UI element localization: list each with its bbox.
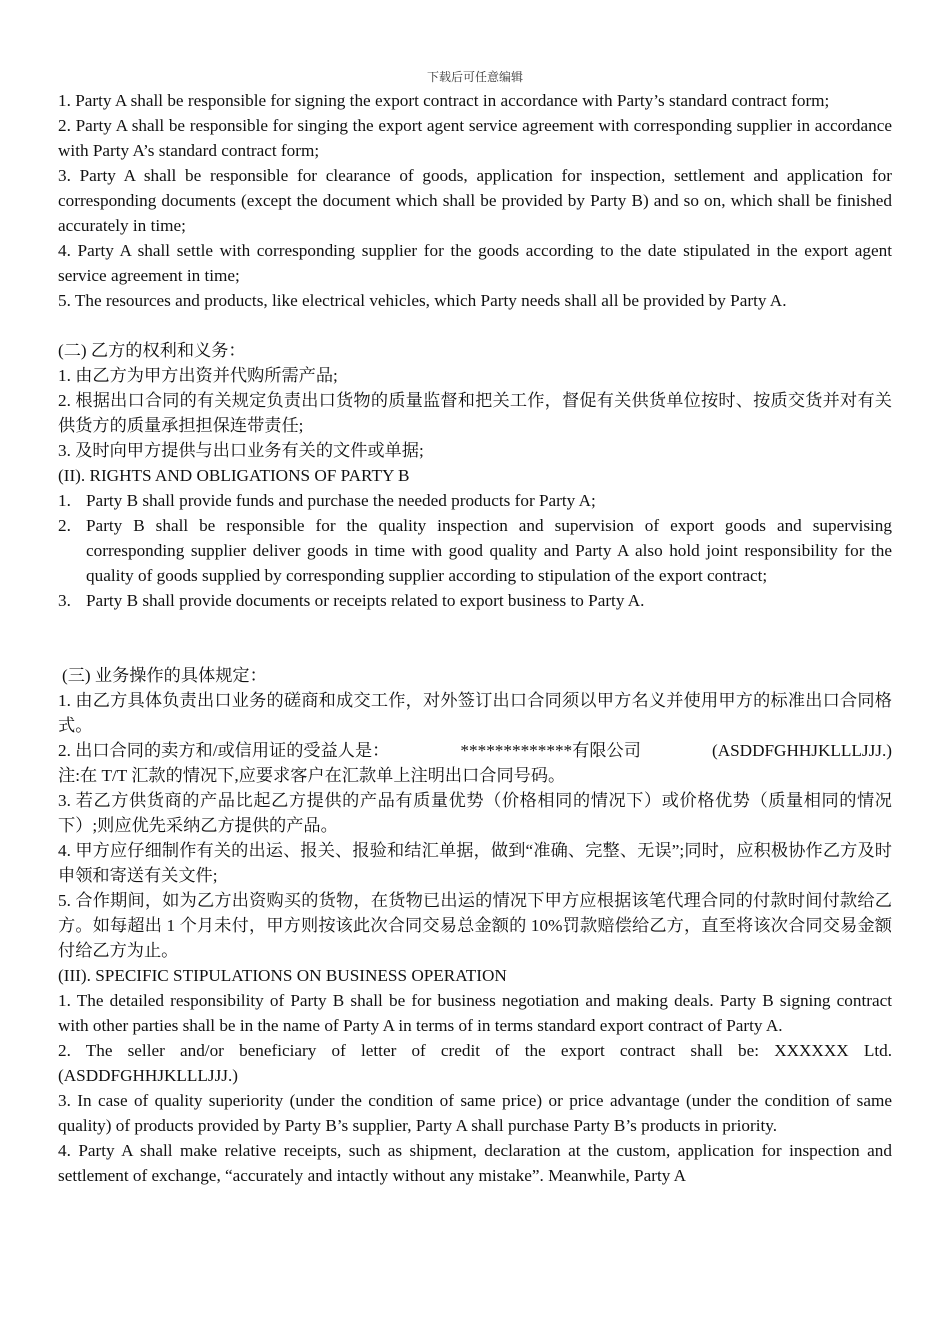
party-a-item: 5. The resources and products, like electrical vehicles, which Party needs shall all be provided by Party A. [58, 291, 787, 310]
seller-label: 2. 出口合同的卖方和/或信用证的受益人是： [58, 741, 390, 760]
page-header: 下载后可任意编辑 [426, 70, 523, 84]
section2-cn-title: (二) 乙方的权利和义务： [58, 341, 246, 360]
list-number: 3. [58, 591, 71, 610]
list-number: 1. [58, 491, 71, 510]
section2-en-item [58, 588, 892, 613]
section3-en-title: (III). SPECIFIC STIPULATIONS ON BUSINESS OPERATION [58, 966, 507, 985]
section2-en-item [58, 513, 892, 588]
section2-cn-item: 2. 根据出口合同的有关规定负责出口货物的质量监督和把关工作，督促有关供货单位按时、按质交货并对有关供货方的质量承担担保连带责任; [58, 391, 892, 435]
section3-en-item: 3. In case of quality superiority (under the condition of same price) or price advantage (under the condition of same quality) of products provided by Party B’s supplier, Party A shall purchase Party B’s products in priority. [58, 1091, 892, 1135]
document-body [58, 88, 892, 1188]
party-a-item: 3. Party A shall be responsible for clearance of goods, application for inspection, settlement and application for corresponding documents (except the document which shall be provided by Party B) and so on, which shall be finished accurately in time; [58, 166, 892, 235]
section3-cn-item: 5. 合作期间，如为乙方出资购买的货物，在货物已出运的情况下甲方应根据该笔代理合同的付款时间付款给乙方。如每超出 1 个月未付，甲方则按该此次合同交易总金额的 10%罚款赔偿给乙方，直至将该次合同交易金额付给乙方为止。 [58, 891, 892, 960]
section3-en-item: 2. The seller and/or beneficiary of letter of credit of the export contract shall be: XXXXXX Ltd. (ASDDFGHHJKLLLJJJ.) [58, 1041, 892, 1085]
section3-cn-item: 4. 甲方应仔细制作有关的出运、报关、报验和结汇单据，做到“准确、完整、无误”;同时，应积极协作乙方及时申领和寄送有关文件; [58, 841, 892, 885]
section2-cn-item: 1. 由乙方为甲方出资并代购所需产品; [58, 366, 338, 385]
party-a-item: 2. Party A shall be responsible for singing the export agent service agreement with corresponding supplier in accordance with Party A’s standard contract form; [58, 116, 892, 160]
list-text: Party B shall provide funds and purchase the needed products for Party A; [86, 491, 596, 510]
seller-code: (ASDDFGHHJKLLLJJJ.) [711, 741, 892, 760]
section3-en-item: 1. The detailed responsibility of Party B shall be for business negotiation and making deals. Party B signing contract with other parties shall be in the name of Party A in terms of in terms standard export contract of Party A. [58, 991, 892, 1035]
section3-cn-item-2 [58, 738, 892, 763]
spacer [58, 313, 892, 338]
list-text: Party B shall provide documents or receipts related to export business to Party A. [86, 591, 645, 610]
section2-en-item [58, 488, 892, 513]
section2-en-title: (II). RIGHTS AND OBLIGATIONS OF PARTY B [58, 466, 410, 485]
list-text: Party B shall be responsible for the quality inspection and supervision of export goods and supervising corresponding supplier deliver goods in time with good quality and Party A also hold joint responsibility for the quality of goods supplied by corresponding supplier according to stipulation of the export contract; [86, 516, 892, 585]
spacer [58, 613, 892, 663]
seller-company: *************有限公司 [460, 741, 641, 760]
section2-cn-item: 3. 及时向甲方提供与出口业务有关的文件或单据; [58, 441, 424, 460]
section3-cn-title: (三) 业务操作的具体规定： [62, 666, 267, 685]
section3-cn-item: 1. 由乙方具体负责出口业务的磋商和成交工作，对外签订出口合同须以甲方名义并使用甲方的标准出口合同格式。 [58, 691, 892, 735]
party-a-item: 4. Party A shall settle with corresponding supplier for the goods according to the date stipulated in the export agent service agreement in time; [58, 241, 892, 285]
section3-cn-note: 注:在 T/T 汇款的情况下,应要求客户在汇款单上注明出口合同号码。 [58, 766, 566, 785]
section3-en-item: 4. Party A shall make relative receipts, such as shipment, declaration at the custom, application for inspection and settlement of exchange, “accurately and intactly without any mistake”. Meanwhile, Party A [58, 1141, 892, 1185]
section3-cn-item: 3. 若乙方供货商的产品比起乙方提供的产品有质量优势（价格相同的情况下）或价格优势（质量相同的情况下）;则应优先采纳乙方提供的产品。 [58, 791, 892, 835]
party-a-item: 1. Party A shall be responsible for signing the export contract in accordance with Party’s standard contract form; [58, 91, 830, 110]
list-number: 2. [58, 516, 71, 535]
